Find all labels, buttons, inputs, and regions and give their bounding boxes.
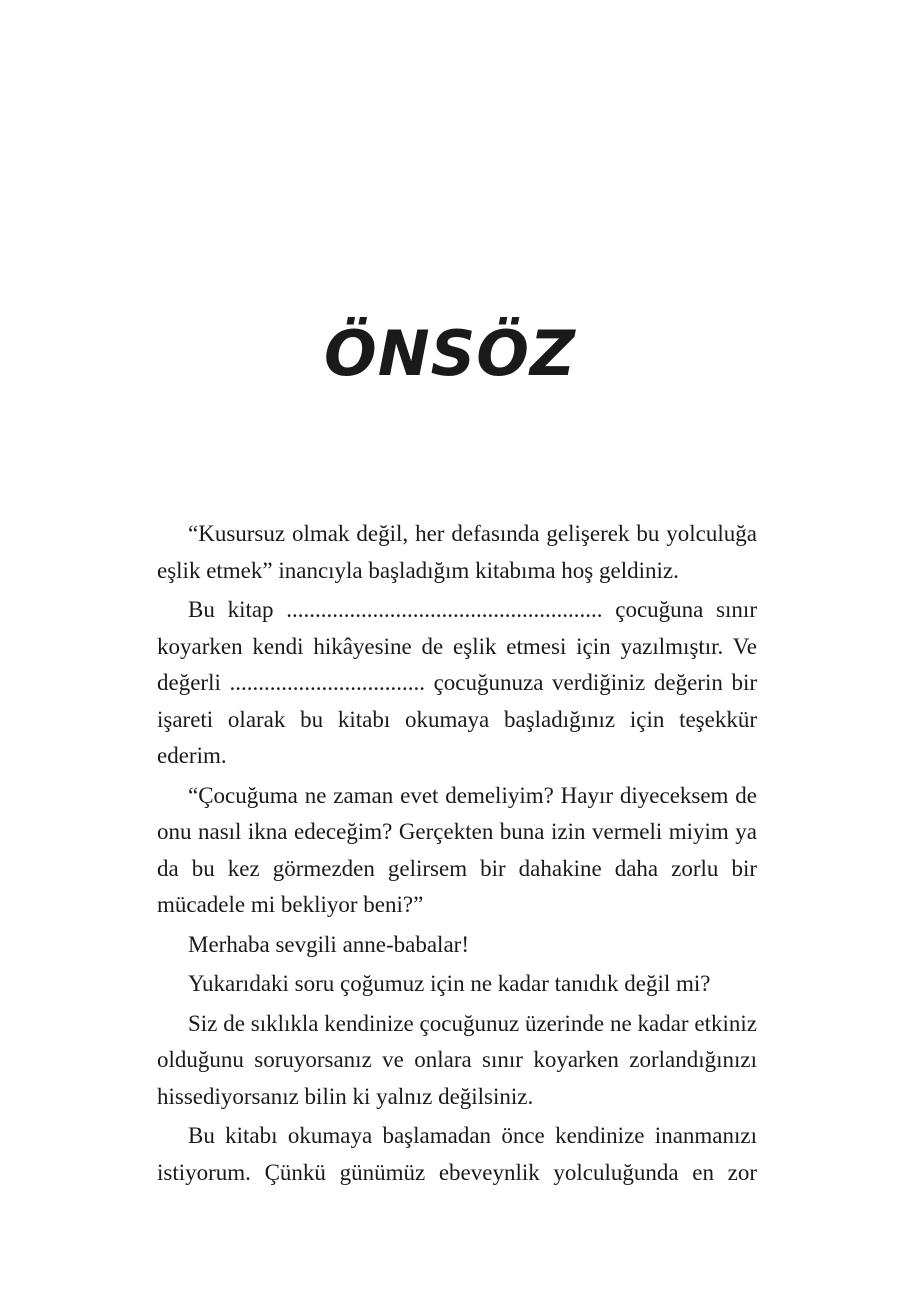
paragraph-greeting: Merhaba sevgili anne-babalar! xyxy=(188,931,469,957)
chapter-title: ÖNSÖZ xyxy=(324,317,576,390)
paragraph-purpose: Bu kitap ....................................................... çocuğuna sınır koyarken kendi hikâyesine de eşlik etmesi için yazılmıştır. Ve değerli .................................. çocuğunuza verdiğiniz değerin bir işareti olarak bu kitabı okumaya başladığınız için teşekkür ederim. xyxy=(157,597,757,768)
paragraph-intro: “Kusursuz olmak değil, her defasında gelişerek bu yolculuğa eşlik etmek” inancıyla başladığım kitabıma hoş geldiniz. xyxy=(157,521,757,583)
paragraph-believe: Bu kitabı okumaya başlamadan önce kendinize inanmanızı istiyorum. Çünkü günümüz ebeveynlik yolculuğunda en zor xyxy=(157,1123,757,1185)
preface-body xyxy=(157,516,757,1194)
paragraph-not-alone: Siz de sıklıkla kendinize çocuğunuz üzerinde ne kadar etkiniz olduğunu soruyorsanız ve onlara sınır koyarken zorlandığınızı hissediyorsanız bilin ki yalnız değilsiniz. xyxy=(157,1010,757,1109)
paragraph-question: “Çocuğuma ne zaman evet demeliyim? Hayır diyeceksem de onu nasıl ikna edeceğim? Gerçekten buna izin vermeli miyim ya da bu kez görmezden gelirsem bir dahakine daha zorlu bir mücadele mi bekliyor beni?” xyxy=(157,782,757,917)
paragraph-familiar: Yukarıdaki soru çoğumuz için ne kadar tanıdık değil mi? xyxy=(188,971,711,996)
